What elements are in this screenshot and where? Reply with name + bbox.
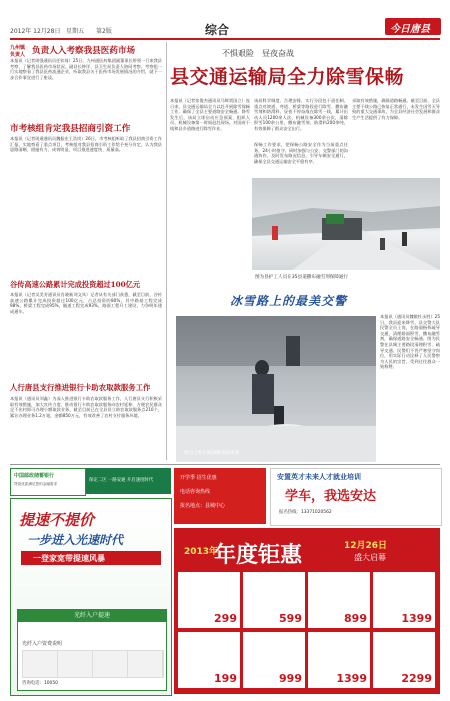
article-2-body: 本报讯（记者周通通讯员魏振宏王浩岗）26日，市考核组听取了我县招商引资工作汇报，实地察看了重点项目，考核组对我县招商引资工作给予充分肯定，认为我县思路清晰、措施有力、成效明显，项目推进速度快、质量高。 xyxy=(10,136,162,153)
feature-body: 本报讯（通讯员魏敏杜永胜）25日，我县迎来降雪，县交警大队民警全员上岗，在路面指挥疏导交通，清理路面积雪，撒布融雪剂，确保道路安全畅通。图为民警在县城主要路段清理积雪、疏导交通。民警们不畏严寒坚守岗位，用实际行动诠释了人民警察为人民的宗旨，受到过往群众一致称赞。 xyxy=(380,314,440,370)
sale-product-grid xyxy=(178,572,436,690)
driving-school-phone: 报名热线：13371020562 xyxy=(279,510,332,515)
masthead-logo xyxy=(385,18,441,35)
left-column xyxy=(10,42,164,462)
school-ad-line-3: 报名地点：县城中心 xyxy=(180,503,226,509)
main-body-col-1: 本报讯（记者张俊杰通讯员马辉贾国立）连日来，县交通运输局全力以赴开展除雪保畅工作，确保了全县主要道路安全畅通。降雪发生后，该局立即启动应急预案，组织人员、机械设备第一时间赶赴现场，对国省干线和县乡道路进行除雪作业。 xyxy=(170,98,250,131)
broadband-title: 提速不提价 xyxy=(19,511,95,529)
police-illustration xyxy=(176,316,376,462)
product-card xyxy=(243,632,305,688)
article-1-body: 本报讯（记者周强通讯员任钦琦）25日，九州通医药集团副董事长带领一行来我县考察，了解我县医药市场状况。副县长钟洋、县卫生局负责人陪同考察。考察组一行实地察看了我县医药流通企业，听取我县关于医药市场发展情况的介绍，就下一步合作事宜进行了座谈。 xyxy=(10,58,162,80)
main-body-col-2: 该局科学调度、合理安排，实行分段包干责任制，重点对坡道、弯道、桥梁等路段进行除雪、撒布融雪剂和防滑料，昼夜不停奋战在除雪一线，累计出动人员1200余人次、机械设备300余台次，清除积雪100余公里，撒布融雪剂、防滑料200余吨，有效保障了群众安全出行。 xyxy=(254,98,348,131)
article-4-body: 本报讯（通讯员刘鑫）为深入推进银行卡助农取款服务工作，人行唐县支行积极采取有效措施，加大宣传力度，推动银行卡助农取款服务向农村延伸，方便农民群众足不出村即可办理小额取款业务，截至目前已在全县设立助农取款服务点210个，累计办理业务1.2万笔，金额850万元，有效改善了农村支付服务环境。 xyxy=(10,396,162,418)
product-price: 199 xyxy=(214,672,237,685)
sale-year: 2013年 xyxy=(184,547,219,557)
article-3-headline: 谷传高速公路累计完成投资超过100亿元 xyxy=(10,280,141,289)
snow-road-photo xyxy=(252,178,440,270)
main-body-col-4: 采取有效措施，确保道路畅通。截至目前，全县主要干线公路已恢复正常通行，未发生因雪天导致的重大交通事故，为全县经济社会发展和群众生产生活提供了有力保障。 xyxy=(352,98,440,120)
product-price: 1399 xyxy=(401,612,432,625)
ads-top-rule xyxy=(10,464,440,465)
driving-school-title: 安置英才未来人才就业培训 xyxy=(277,473,361,481)
feature-story xyxy=(170,284,440,462)
product-card xyxy=(308,632,370,688)
main-kicker: 不惧艰险 昼夜奋战 xyxy=(222,49,294,58)
article-2-headline: 市考核组肯定我县招商引资工作 xyxy=(10,124,131,134)
product-card xyxy=(373,572,435,628)
driving-school-slogan: 学车，我选安达 xyxy=(285,489,377,504)
header-rule xyxy=(10,38,440,40)
broadband-phone: 咨询电话：10050 xyxy=(22,681,58,686)
product-card xyxy=(243,572,305,628)
main-headline: 县交通运输局全力除雪保畅 xyxy=(170,66,405,88)
traffic-police-photo xyxy=(176,316,376,462)
issue-date: 2012年 12月28日 xyxy=(10,28,61,35)
issue-weekday: 星期五 xyxy=(66,28,85,35)
school-ad-line-1: 开学季 招生优惠 xyxy=(180,475,217,481)
broadband-ad[interactable] xyxy=(10,498,172,696)
school-ad-line-2: 电话咨询热线 xyxy=(180,489,211,495)
product-card xyxy=(178,632,240,688)
masthead-text: 今日唐县 xyxy=(390,24,430,35)
product-price: 2299 xyxy=(401,672,432,685)
article-1-headline: 负责人入考察我县医药市场 xyxy=(32,46,136,56)
postal-bank-brand: 中国邮政储蓄银行 xyxy=(14,473,55,479)
main-body-col-3: 保畅工作要求，把保畅公路安全作为当前重点任务，24小时值守。同时加强与公安、交警部门的沟通协作，及时发布路况信息，引导车辆安全通行，确保全县交通运输安全平稳有序。 xyxy=(254,142,348,164)
feature-headline: 冰雪路上的最美交警 xyxy=(230,294,348,308)
main-article xyxy=(170,42,440,272)
article-3-body: 本报讯（记者吴美芳通讯员肖晓新刘文凤）记者从有关部门获悉，截至目前，谷传高速公路累计完成投资超过100亿元，占总投资的80%，其中路基工程完成98%，桥梁工程完成95%，隧道工程完成93%，路面工程开工建设，力争明年建成通车。 xyxy=(10,292,162,314)
sale-subtitle: 盛大启幕 xyxy=(354,553,386,562)
sale-date: 12月26日 xyxy=(344,541,388,551)
postal-bank-slogan: 贷款优质满足您的金融需求 xyxy=(14,482,58,486)
broadband-info-box xyxy=(17,609,167,691)
speed-promo-text: 保定二区 一路安通 开启速度时代 xyxy=(89,478,154,483)
broadband-grid xyxy=(22,650,164,678)
page-number: 第2版 xyxy=(96,28,112,35)
product-price: 999 xyxy=(279,672,302,685)
column-divider xyxy=(166,42,167,460)
feature-photo-caption: 图为交警在路面撒布除冰剂 xyxy=(184,451,240,456)
article-4-headline: 人行唐县支行推进银行卡助农取款服务工作 xyxy=(10,383,151,392)
officer-figure xyxy=(252,374,274,414)
broadband-tagline xyxy=(21,551,161,565)
year-end-sale-ad[interactable] xyxy=(174,528,440,694)
product-card xyxy=(308,572,370,628)
speed-promo-ad[interactable] xyxy=(86,468,171,494)
product-price: 599 xyxy=(279,612,302,625)
section-title: 综合 xyxy=(205,23,230,37)
product-card xyxy=(373,632,435,688)
article-1-kicker xyxy=(10,44,32,58)
kicker-line-2: 负责人 xyxy=(10,52,26,58)
sale-headline: 年度钜惠 xyxy=(214,543,303,568)
product-price: 1399 xyxy=(336,672,367,685)
product-price: 299 xyxy=(214,612,237,625)
photo-1-caption: 图为县护工人员在35县道撒布融雪剂保障通行 xyxy=(255,275,349,280)
product-price: 899 xyxy=(344,612,367,625)
snow-road-illustration xyxy=(252,178,440,270)
postal-bank-ad[interactable] xyxy=(10,468,86,496)
page-header xyxy=(10,12,440,38)
broadband-subtitle: 一步进入光速时代 xyxy=(27,533,124,547)
broadband-banner: 光纤入户提速 xyxy=(18,610,166,622)
product-card xyxy=(178,572,240,628)
broadband-tagline-text: 一登家宽带提速风暴 xyxy=(33,554,105,563)
broadband-notice: 光纤入户资费说明 xyxy=(22,641,63,647)
kicker-line-1: 九州镇 xyxy=(10,45,26,51)
school-ad[interactable] xyxy=(174,468,266,524)
driving-school-ad[interactable] xyxy=(270,468,442,526)
